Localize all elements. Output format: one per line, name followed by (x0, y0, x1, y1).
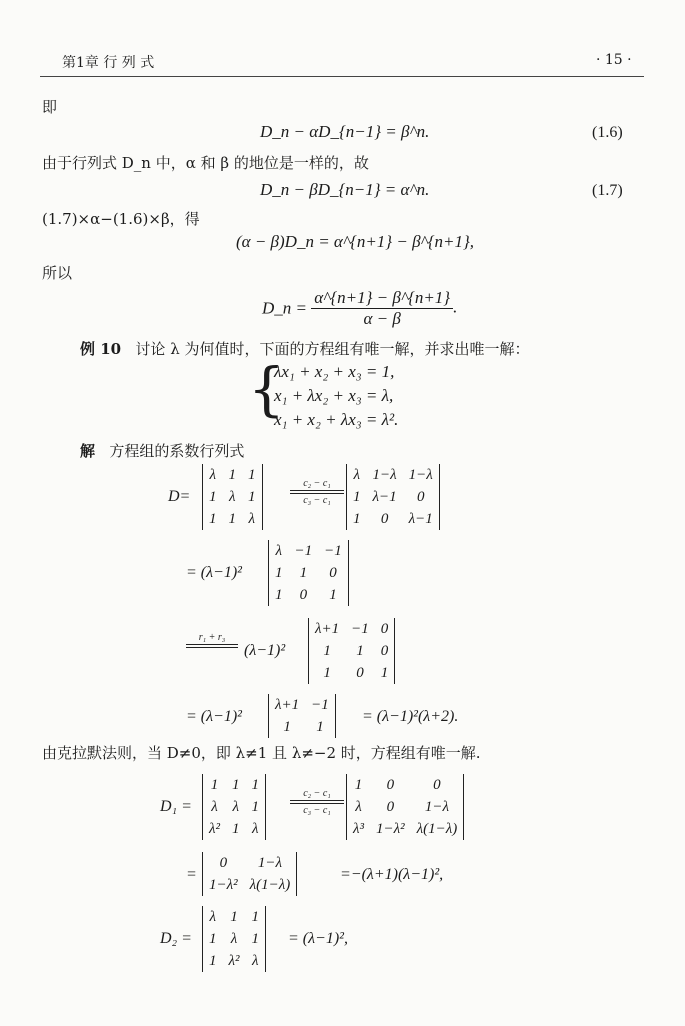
equals-factor: = (λ−1)² (186, 564, 242, 581)
matrix-entry: 1 (380, 664, 389, 681)
matrix-entry: 0 (380, 642, 389, 659)
matrix-entry: λ (230, 930, 238, 947)
matrix-entry: 1 (209, 510, 217, 527)
matrix-entry: 1 (353, 488, 361, 505)
determinant-D2 (202, 906, 266, 972)
determinant-factored (268, 540, 349, 606)
matrix-entry: 1−λ (408, 466, 433, 483)
matrix-entry: 1 (251, 776, 259, 793)
matrix-entry: 1 (329, 586, 337, 603)
solution-heading (80, 440, 244, 461)
cramer-text: 由克拉默法则，当 D≠0，即 λ≠1 且 λ≠−2 时，方程组有唯一解. (42, 744, 481, 762)
matrix-entry: λ+1 (315, 620, 340, 637)
matrix-entry: 1−λ² (209, 876, 238, 893)
equals-factor: = (λ−1)² (186, 708, 242, 725)
equation-combined: (α − β)D_n = α^{n+1} − β^{n+1}, (236, 232, 475, 251)
matrix-entry: 1 (251, 798, 259, 815)
matrix-entry: λ−1 (372, 488, 397, 505)
text-line: (1.7)×α−(1.6)×β，得 (42, 210, 200, 228)
matrix-entry: λ(1−λ) (249, 876, 291, 893)
matrix-entry: λ (355, 798, 362, 815)
matrix-entry: 0 (416, 488, 425, 505)
matrix-entry: 1 (228, 510, 236, 527)
matrix-entry: 1 (354, 776, 363, 793)
matrix-entry: λ (252, 820, 259, 837)
fraction-numerator: α^{n+1} − β^{n+1} (311, 288, 453, 309)
matrix-entry: 1 (248, 466, 256, 483)
text-line: 所以 (42, 264, 73, 282)
example-heading (80, 338, 529, 359)
D1-equals: D₁ = (160, 798, 192, 815)
matrix-entry: −1 (351, 620, 369, 637)
text-line: 即 (42, 98, 58, 116)
matrix-entry: 1−λ (372, 466, 397, 483)
matrix-entry: 1 (209, 930, 217, 947)
matrix-entry: λ (232, 798, 239, 815)
column-operation: c₂ − c₁ c₃ − c₁ (290, 788, 344, 816)
matrix-entry: λ³ (353, 820, 364, 837)
matrix-entry: 1 (323, 664, 331, 681)
fraction-denominator: α − β (363, 309, 401, 328)
matrix-entry: 1−λ (424, 798, 449, 815)
solution-label: 解 (80, 442, 96, 460)
matrix-entry: λ² (228, 952, 240, 969)
matrix-entry: 1 (210, 776, 219, 793)
matrix-entry: λ (211, 798, 218, 815)
matrix-entry: 0 (386, 776, 395, 793)
D2-equals: D₂ = (160, 930, 192, 947)
matrix-entry: 1 (232, 820, 240, 837)
matrix-entry: 1 (251, 908, 259, 925)
determinant-D1-2x2 (202, 852, 297, 896)
matrix-entry: −1 (294, 542, 313, 559)
matrix-entry: 1 (316, 718, 324, 735)
D1-result: =−(λ+1)(λ−1)², (340, 866, 444, 883)
matrix-entry: 0 (356, 664, 364, 681)
matrix-entry: 0 (299, 586, 308, 603)
matrix-entry: −1 (324, 542, 342, 559)
matrix-entry: 0 (380, 510, 389, 527)
matrix-entry: λ+1 (275, 696, 300, 713)
matrix-entry: λ (229, 488, 236, 505)
determinant-D1-reduced (346, 774, 464, 840)
matrix-entry: 0 (380, 620, 389, 637)
matrix-entry: 1 (275, 564, 283, 581)
matrix-entry: 1 (209, 952, 217, 969)
matrix-entry: λ (248, 510, 255, 527)
determinant-reduced (346, 464, 440, 530)
example-text: 讨论 λ 为何值时，下面的方程组有唯一解，并求出唯一解： (135, 340, 530, 358)
header-rule (40, 76, 644, 77)
D2-result: = (λ−1)², (288, 930, 348, 947)
matrix-entry: 1 (230, 908, 238, 925)
equation-label: (1.6) (592, 124, 623, 141)
solution-text: 方程组的系数行列式 (109, 442, 245, 460)
matrix-entry: −1 (311, 696, 329, 713)
page-number: · 15 · (596, 52, 632, 68)
matrix-entry: 1 (353, 510, 361, 527)
matrix-entry: 1 (248, 488, 256, 505)
matrix-entry: 1 (228, 466, 236, 483)
matrix-entry: 1 (209, 488, 217, 505)
matrix-entry: λ (252, 952, 259, 969)
chapter-title: 第1章 行 列 式 (62, 55, 155, 71)
determinant-row-added (308, 618, 395, 684)
matrix-entry: 1−λ² (376, 820, 405, 837)
D-result: = (λ−1)²(λ+2). (362, 708, 459, 725)
row-operation: r₁ + r₃ (186, 632, 238, 660)
text-line: 由于行列式 D_n 中，α 和 β 的地位是一样的，故 (42, 154, 369, 172)
matrix-entry: λ² (209, 820, 220, 837)
column-operation: c₂ − c₁ c₃ − c₁ (290, 478, 344, 506)
factor: (λ−1)² (244, 642, 286, 659)
system-eq-1: λx₁ + x₂ + x₃ = 1, (274, 362, 395, 381)
matrix-entry: λ (353, 466, 360, 483)
matrix-entry: λ (275, 542, 282, 559)
determinant-D (202, 464, 263, 530)
equation-lhs: D_n = (262, 298, 307, 318)
matrix-entry: 1 (251, 930, 259, 947)
example-label: 例 10 (80, 340, 122, 358)
equals: = (186, 866, 197, 883)
matrix-entry: λ (209, 466, 216, 483)
matrix-entry: 1 (275, 586, 283, 603)
system-eq-3: x₁ + x₂ + λx₃ = λ². (274, 410, 399, 429)
equation-label: (1.7) (592, 182, 623, 199)
matrix-entry: 1−λ (257, 854, 282, 871)
equation-1-7: D_n − βD_{n−1} = α^n. (260, 180, 430, 199)
matrix-entry: 0 (386, 798, 395, 815)
equation-1-6: D_n − αD_{n−1} = β^n. (260, 122, 430, 141)
matrix-entry: 1 (356, 642, 364, 659)
matrix-entry: 1 (232, 776, 240, 793)
matrix-entry: 1 (323, 642, 331, 659)
matrix-entry: λ (209, 908, 216, 925)
matrix-entry: 0 (329, 564, 337, 581)
equation-result: D_n = $\frac{\alpha\^{}\{n+1\} - \beta\^{}\{n+1\}}{\alpha - \beta}$ . (262, 288, 458, 328)
determinant-D1 (202, 774, 266, 840)
system-eq-2: x₁ + λx₂ + x₃ = λ, (274, 386, 394, 405)
matrix-entry: λ−1 (408, 510, 433, 527)
determinant-2x2 (268, 694, 336, 738)
matrix-entry: 1 (299, 564, 308, 581)
matrix-entry: 0 (433, 776, 441, 793)
matrix-entry: 0 (219, 854, 228, 871)
matrix-entry: 1 (283, 718, 291, 735)
system-brace: { (248, 355, 285, 423)
matrix-entry: λ(1−λ) (416, 820, 458, 837)
D-equals: D= (168, 488, 191, 505)
